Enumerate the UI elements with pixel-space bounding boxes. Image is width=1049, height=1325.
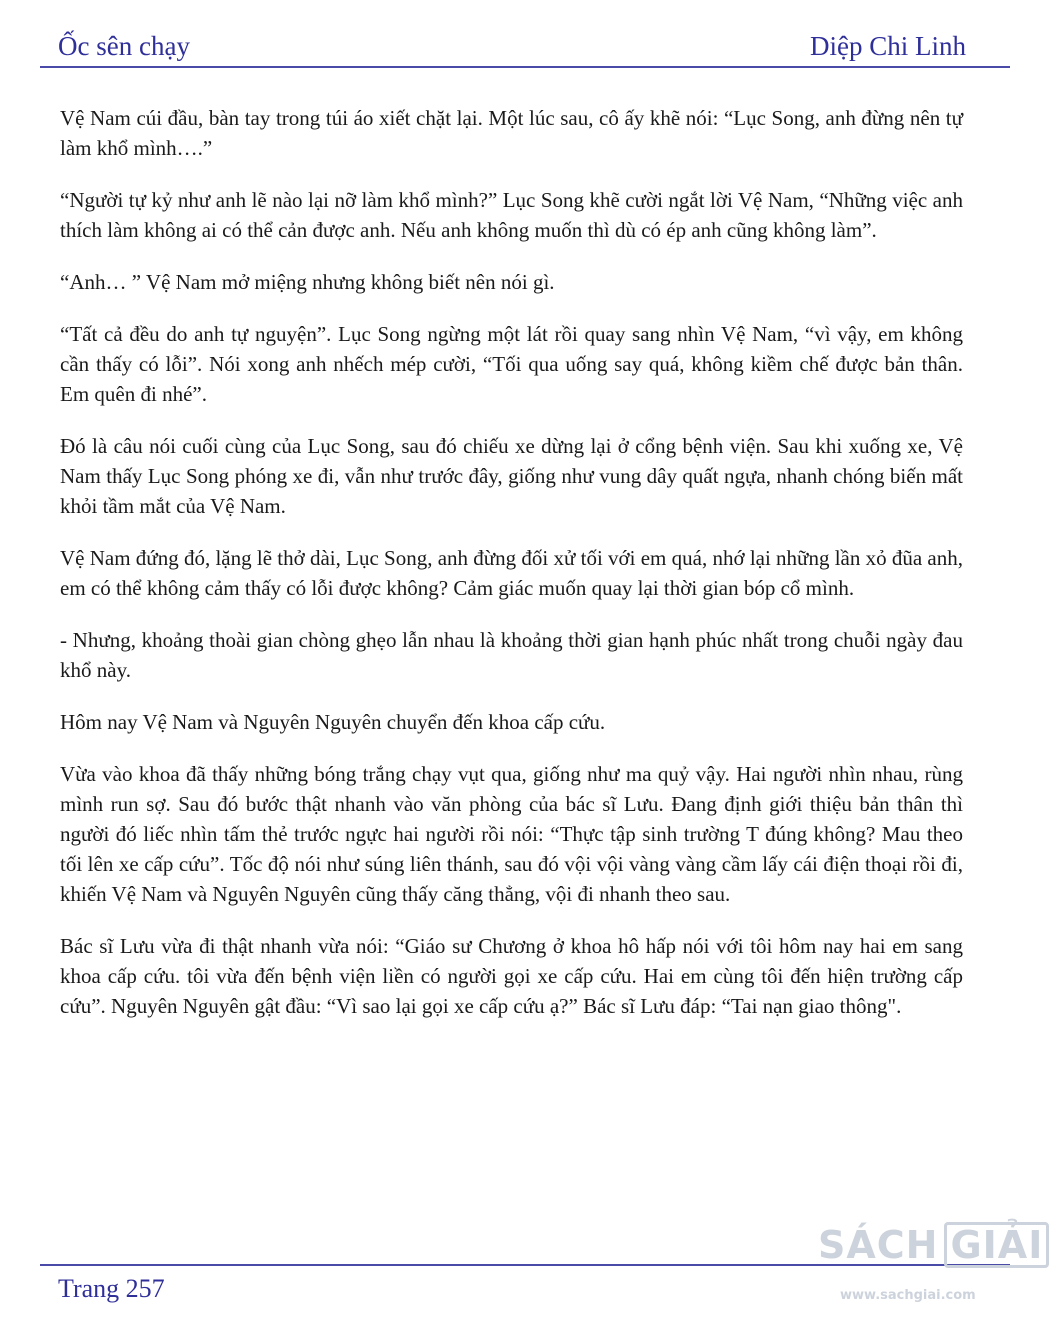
- paragraph-6: Vệ Nam đứng đó, lặng lẽ thở dài, Lục Song, anh đừng đối xử tối với em quá, nhớ lại những lần xỏ đũa anh, em có thể không cảm thấy có lỗi được không? Cảm giác muốn quay lại thời gian bóp cổ mình.: [60, 546, 963, 600]
- paragraph-8: Hôm nay Vệ Nam và Nguyên Nguyên chuyển đến khoa cấp cứu.: [60, 710, 606, 734]
- watermark-brand-right: GIẢI: [944, 1222, 1049, 1268]
- paragraph-9: Vừa vào khoa đã thấy những bóng trắng chạy vụt qua, giống như ma quỷ vậy. Hai người nhìn nhau, rùng mình run sợ. Sau đó bước thật nhanh vào văn phòng của bác sĩ Lưu. Đang định giới thiệu bản thân thì người đó liếc nhìn tấm thẻ trước ngực hai người rồi nói: “Thực tập sinh trường T đúng không? Mau theo tối lên xe cấp cứu”. Tốc độ nói như súng liên thánh, sau đó vội vội vàng vàng cầm lấy cái điện thoại rồi đi, khiến Vệ Nam và Nguyên Nguyên cũng thấy căng thẳng, vội đi nhanh theo sau.: [60, 762, 963, 906]
- paragraph-10: Bác sĩ Lưu vừa đi thật nhanh vừa nói: “Giáo sư Chương ở khoa hô hấp nói với tôi hôm nay hai em sang khoa cấp cứu. tôi vừa đến bệnh viện liền có người gọi xe cấp cứu. Hai em cùng tôi đến hiện trường cấp cứu”. Nguyên Nguyên gật đầu: “Vì sao lại gọi xe cấp cứu ạ?” Bác sĩ Lưu đáp: “Tai nạn giao thông".: [60, 934, 963, 1018]
- watermark-logo: [818, 1222, 1044, 1322]
- author-name: Diệp Chi Linh: [810, 31, 966, 61]
- paragraph-2: “Người tự kỷ như anh lẽ nào lại nỡ làm khổ mình?” Lục Song khẽ cười ngắt lời Vệ Nam, “Những việc anh thích làm không ai có thể cản được anh. Nếu anh không muốn thì dù có ép anh cũng không làm”.: [60, 188, 963, 242]
- paragraph-1: Vệ Nam cúi đầu, bàn tay trong túi áo xiết chặt lại. Một lúc sau, cô ấy khẽ nói: “Lục Song, anh đừng nên tự làm khổ mình….”: [60, 106, 963, 160]
- watermark-url: www.sachgiai.com: [840, 1288, 976, 1303]
- paragraph-7: - Nhưng, khoảng thoài gian chòng ghẹo lẫn nhau là khoảng thời gian hạnh phúc nhất trong chuỗi ngày đau khổ này.: [60, 628, 963, 682]
- paragraph-5: Đó là câu nói cuối cùng của Lục Song, sau đó chiếu xe dừng lại ở cổng bệnh viện. Sau khi xuống xe, Vệ Nam thấy Lục Song phóng xe đi, vẫn như trước đây, giống như vung dây quất ngựa, nhanh chóng biến mất khỏi tầm mắt của Vệ Nam.: [60, 434, 963, 518]
- page-header: [58, 22, 966, 62]
- paragraph-3: “Anh… ” Vệ Nam mở miệng nhưng không biết nên nói gì.: [60, 270, 555, 294]
- page-number: Trang 257: [58, 1274, 165, 1303]
- book-title: Ốc sên chạy: [58, 31, 190, 61]
- page-body: [60, 103, 963, 1043]
- watermark-brand: [818, 1222, 1044, 1268]
- paragraph-4: “Tất cả đều do anh tự nguyện”. Lục Song ngừng một lát rồi quay sang nhìn Vệ Nam, “vì vậy, em không cần thấy có lỗi”. Nói xong anh nhếch mép cười, “Tối qua uống say quá, không kiềm chế được bản thân. Em quên đi nhé”.: [60, 322, 963, 406]
- watermark-brand-left: SÁCH: [818, 1223, 939, 1267]
- header-divider: [40, 66, 1010, 68]
